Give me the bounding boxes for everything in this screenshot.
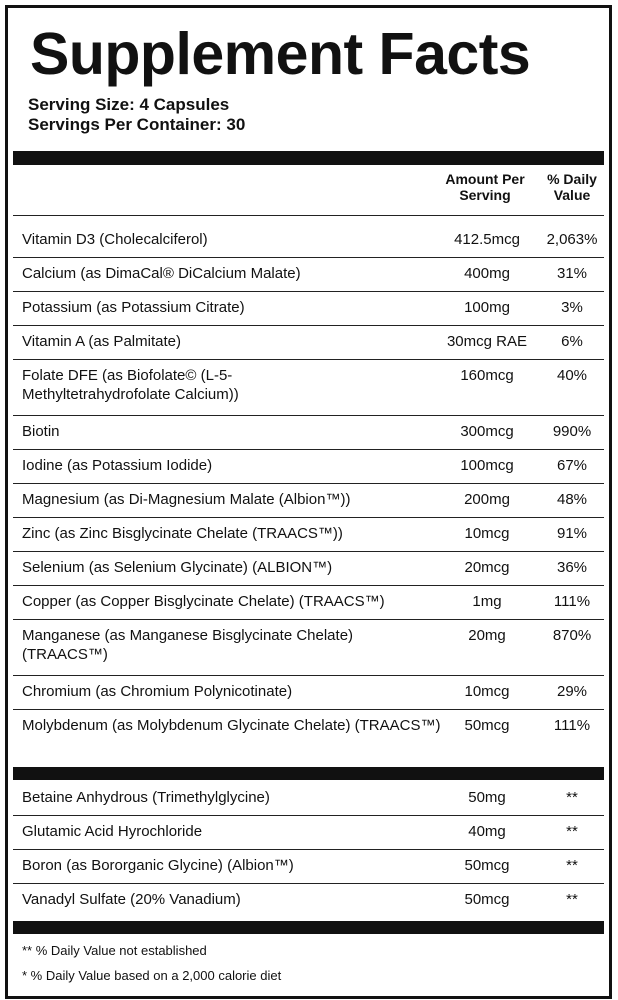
- row-divider: [13, 619, 604, 620]
- nutrient-amount: 10mcg: [464, 525, 510, 542]
- row-divider: [13, 585, 604, 586]
- ingredient-amount: 50mcg: [464, 891, 510, 908]
- row-divider: [13, 815, 604, 816]
- panel-title: Supplement Facts: [30, 21, 531, 87]
- nutrient-amount: 20mcg: [464, 559, 510, 576]
- row-divider: [13, 709, 604, 710]
- nutrient-amount: 300mcg: [460, 423, 514, 440]
- nutrient-daily-value: 91%: [556, 525, 588, 542]
- nutrient-name: Biotin: [22, 423, 60, 440]
- nutrient-name: Magnesium (as Di-Magnesium Malate (Albion™)): [22, 491, 351, 508]
- nutrient-amount: 200mg: [464, 491, 510, 508]
- ingredient-daily-value: **: [566, 789, 578, 806]
- daily-value-header: % Daily Value: [547, 171, 597, 203]
- nutrient-daily-value: 3%: [561, 299, 583, 316]
- nutrient-name: Copper (as Copper Bisglycinate Chelate) (TRAACS™): [22, 593, 385, 610]
- nutrient-name: Chromium (as Chromium Polynicotinate): [22, 683, 293, 700]
- nutrient-amount: 100mcg: [460, 457, 514, 474]
- nutrient-amount: 100mg: [464, 299, 510, 316]
- row-divider: [13, 415, 604, 416]
- nutrient-daily-value: 990%: [552, 423, 592, 440]
- nutrient-name: Selenium (as Selenium Glycinate) (ALBION™): [22, 559, 333, 576]
- ingredient-amount: 50mcg: [464, 857, 510, 874]
- ingredient-daily-value: **: [566, 891, 578, 908]
- ingredient-name: Glutamic Acid Hyrochloride: [22, 823, 203, 840]
- ingredient-name: Betaine Anhydrous (Trimethylglycine): [22, 789, 270, 806]
- nutrient-amount: 10mcg: [464, 683, 510, 700]
- nutrient-daily-value: 40%: [556, 367, 588, 384]
- footnote-calorie-diet: * % Daily Value based on a 2,000 calorie diet: [22, 968, 282, 983]
- row-divider: [13, 675, 604, 676]
- nutrient-daily-value: 870%: [552, 627, 592, 644]
- nutrient-amount: 30mcg RAE: [446, 333, 528, 350]
- nutrient-amount: 412.5mcg: [454, 231, 520, 248]
- nutrient-name: Folate DFE (as Biofolate© (L-5-Methyltetrahydrofolate Calcium)): [22, 367, 239, 403]
- ingredient-amount: 40mg: [468, 823, 506, 840]
- nutrient-amount: 20mg: [468, 627, 506, 644]
- footnote-not-established: ** % Daily Value not established: [22, 943, 207, 958]
- top-divider-bar: [13, 151, 604, 165]
- nutrient-name: Vitamin A (as Palmitate): [22, 333, 181, 350]
- servings-per-container: Servings Per Container: 30: [28, 115, 246, 134]
- nutrient-name: Zinc (as Zinc Bisglycinate Chelate (TRAACS™)): [22, 525, 343, 542]
- ingredient-daily-value: **: [566, 823, 578, 840]
- row-divider: [13, 483, 604, 484]
- ingredient-daily-value: **: [566, 857, 578, 874]
- nutrient-amount: 50mcg: [464, 717, 510, 734]
- ingredient-amount: 50mg: [468, 789, 506, 806]
- nutrient-amount: 400mg: [464, 265, 510, 282]
- nutrient-name: Calcium (as DimaCal® DiCalcium Malate): [22, 265, 301, 282]
- row-divider: [13, 449, 604, 450]
- nutrient-daily-value: 2,063%: [546, 231, 598, 248]
- middle-divider-bar: [13, 767, 604, 780]
- nutrient-daily-value: 29%: [556, 683, 588, 700]
- row-divider: [13, 551, 604, 552]
- nutrient-name: Vitamin D3 (Cholecalciferol): [22, 231, 208, 248]
- nutrient-daily-value: 67%: [556, 457, 588, 474]
- row-divider: [13, 291, 604, 292]
- nutrient-name: Molybdenum (as Molybdenum Glycinate Chelate) (TRAACS™): [22, 717, 441, 734]
- nutrient-name: Iodine (as Potassium Iodide): [22, 457, 213, 474]
- supplement-facts-panel: [5, 5, 612, 999]
- ingredient-name: Vanadyl Sulfate (20% Vanadium): [22, 891, 241, 908]
- nutrient-name: Manganese (as Manganese Bisglycinate Chelate) (TRAACS™): [22, 627, 354, 663]
- nutrient-daily-value: 6%: [561, 333, 583, 350]
- row-divider: [13, 325, 604, 326]
- row-divider: [13, 517, 604, 518]
- nutrient-daily-value: 36%: [556, 559, 588, 576]
- serving-size: Serving Size: 4 Capsules: [28, 95, 230, 114]
- nutrient-daily-value: 111%: [553, 593, 591, 610]
- row-divider: [13, 257, 604, 258]
- amount-per-serving-header: Amount Per Serving: [445, 171, 525, 203]
- header-divider: [13, 215, 604, 216]
- row-divider: [13, 359, 604, 360]
- nutrient-daily-value: 111%: [553, 717, 591, 734]
- bottom-divider-bar: [13, 921, 604, 934]
- row-divider: [13, 883, 604, 884]
- nutrient-name: Potassium (as Potassium Citrate): [22, 299, 245, 316]
- nutrient-amount: 1mg: [472, 593, 502, 610]
- nutrient-amount: 160mcg: [460, 367, 514, 384]
- ingredient-name: Boron (as Bororganic Glycine) (Albion™): [22, 857, 294, 874]
- row-divider: [13, 849, 604, 850]
- nutrient-daily-value: 31%: [556, 265, 588, 282]
- nutrient-daily-value: 48%: [556, 491, 588, 508]
